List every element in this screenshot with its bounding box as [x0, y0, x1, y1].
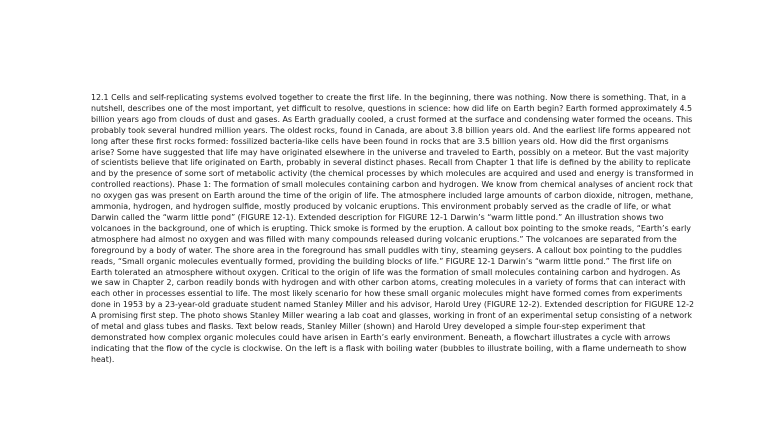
body-paragraph: 12.1 Cells and self-replicating systems evolved together to create the first life. In the beginning, there was nothing. Now there is something. That, in a nutshell, describes one of the most important, yet difficult to resolve, questions in science: how did life on Earth begin? Earth formed approximately 4.5 billion years ago from clouds of dust and gases. As Earth gradually cooled, a crust formed at the surface and condensing water formed the oceans. This probably took several hundred million years. The oldest rocks, found in Canada, are about 3.8 billion years old. And the earliest life forms appeared not long after these first rocks formed: fossilized bacteria-like cells have been found in rocks that are 3.5 billion years old. How did the first organisms arise? Some have suggested that life may have originated elsewhere in the universe and traveled to Earth, possibly on a meteor. But the vast majority of scientists believe that life originated on Earth, probably in several distinct phases. Recall from Chapter 1 that life is defined by the ability to replicate and by the presence of some sort of metabolic activity (the chemical processes by which molecules are acquired and used and energy is transformed in controlled reactions). Phase 1: The formation of small molecules containing carbon and hydrogen. We know from chemical analyses of ancient rock that no oxygen gas was present on Earth around the time of the origin of life. The atmosphere included large amounts of carbon dioxide, nitrogen, methane, ammonia, hydrogen, and hydrogen sulfide, mostly produced by volcanic eruptions. This environment probably served as the cradle of life, or what Darwin called the “warm little pond” (FIGURE 12-1). Extended description for FIGURE 12-1 Darwin’s “warm little pond.” An illustration shows two volcanoes in the background, one of which is erupting. Thick smoke is formed by the eruption. A callout box pointing to the smoke reads, “Earth’s early atmosphere had almost no oxygen and was filled with many compounds released during volcanic eruptions.” The volcanoes are separated from the foreground by a body of water. The shore area in the foreground has small puddles with tiny, steaming geysers. A callout box pointing to the puddles reads, “Small organic molecules eventually formed, providing the building blocks of life.” FIGURE 12-1 Darwin’s “warm little pond.” The first life on Earth tolerated an atmosphere without oxygen. Critical to the origin of life was the formation of small molecules containing carbon and hydrogen. As we saw in Chapter 2, carbon readily bonds with hydrogen and with other carbon atoms, creating molecules in a variety of forms that can interact with each other in processes essential to life. The most likely scenario for how these small organic molecules might have formed comes from experiments done in 1953 by a 23-year-old graduate student named Stanley Miller and his advisor, Harold Urey (FIGURE 12-2). Extended description for FIGURE 12-2 A promising first step. The photo shows Stanley Miller wearing a lab coat and glasses, working in front of an experimental setup consisting of a network of metal and glass tubes and flasks. Text below reads, Stanley Miller (shown) and Harold Urey developed a simple four-step experiment that demonstrated how complex organic molecules could have arisen in Earth’s early environment. Beneath, a flowchart illustrates a cycle with arrows indicating that the flow of the cycle is clockwise. On the left is a flask with boiling water (bubbles to illustrate boiling, with a flame underneath to show heat).: [91, 93, 695, 364]
